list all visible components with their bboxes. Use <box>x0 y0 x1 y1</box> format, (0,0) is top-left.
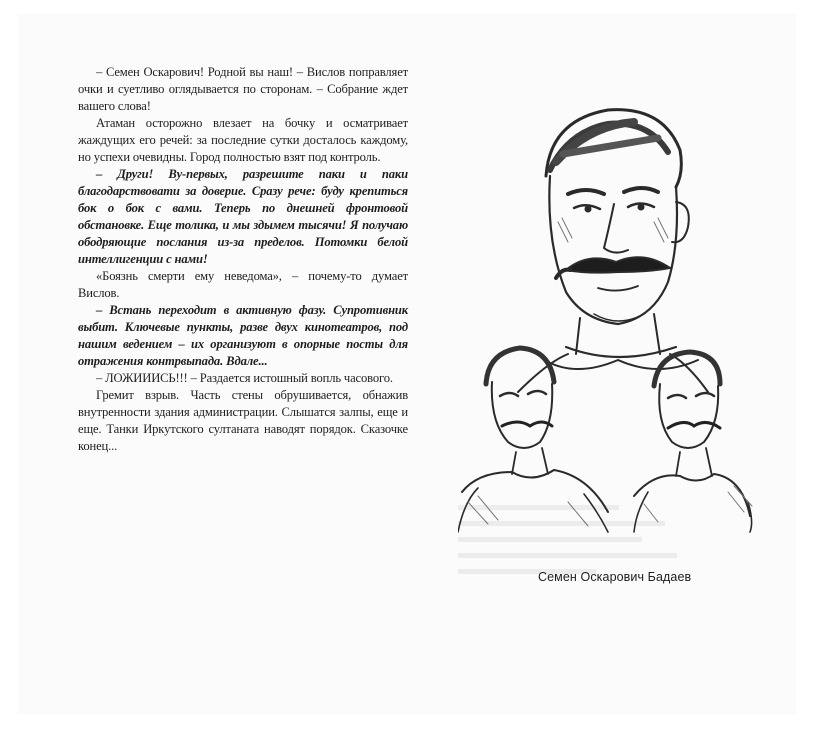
portrait-illustration <box>458 92 758 537</box>
paragraph-italic: – Други! Ву-первых, разрешите паки и паки благодарствовати за доверие. Сразу рече: буду крепиться бок о бок с вами. Теперь по днешней фронтовой обстановке. Еще толика, и мы здымем тысячи! Я получаю ободряющие послания из-за пределов. Потомки белой интеллигенции с нами! <box>78 167 408 266</box>
paragraph: Гремит взрыв. Часть стены обрушивается, обнажив внутренности здания администрации. Слышатся залпы, еще и еще. Танки Иркутского султаната наводят порядок. Сказочке конец... <box>78 388 408 453</box>
paragraph: – Семен Оскарович! Родной вы наш! – Вислов поправляет очки и суетливо оглядывается по сторонам. – Собрание ждет вашего слова! <box>78 65 408 113</box>
illustration-caption: Семен Оскарович Бадаев <box>538 570 692 584</box>
text-column <box>78 64 408 455</box>
paragraph: – ЛОЖИИИСЬ!!! – Раздается истошный вопль часового. <box>96 371 393 385</box>
paragraph-italic: – Встань переходит в активную фазу. Супротивник выбит. Ключевые пункты, разве двух кинотеатров, под нашим ведением – их организуют в опорные посты для отражения контрвыпада. Вдале... <box>78 303 408 368</box>
paragraph: «Боязнь смерти ему неведома», – почему-то думает Вислов. <box>78 269 408 300</box>
paragraph: Атаман осторожно влезает на бочку и осматривает жаждущих его речей: за последние сутки досталось каждому, но успехи очевидны. Город полностью взят под контроль. <box>78 116 408 164</box>
book-page <box>18 14 796 714</box>
